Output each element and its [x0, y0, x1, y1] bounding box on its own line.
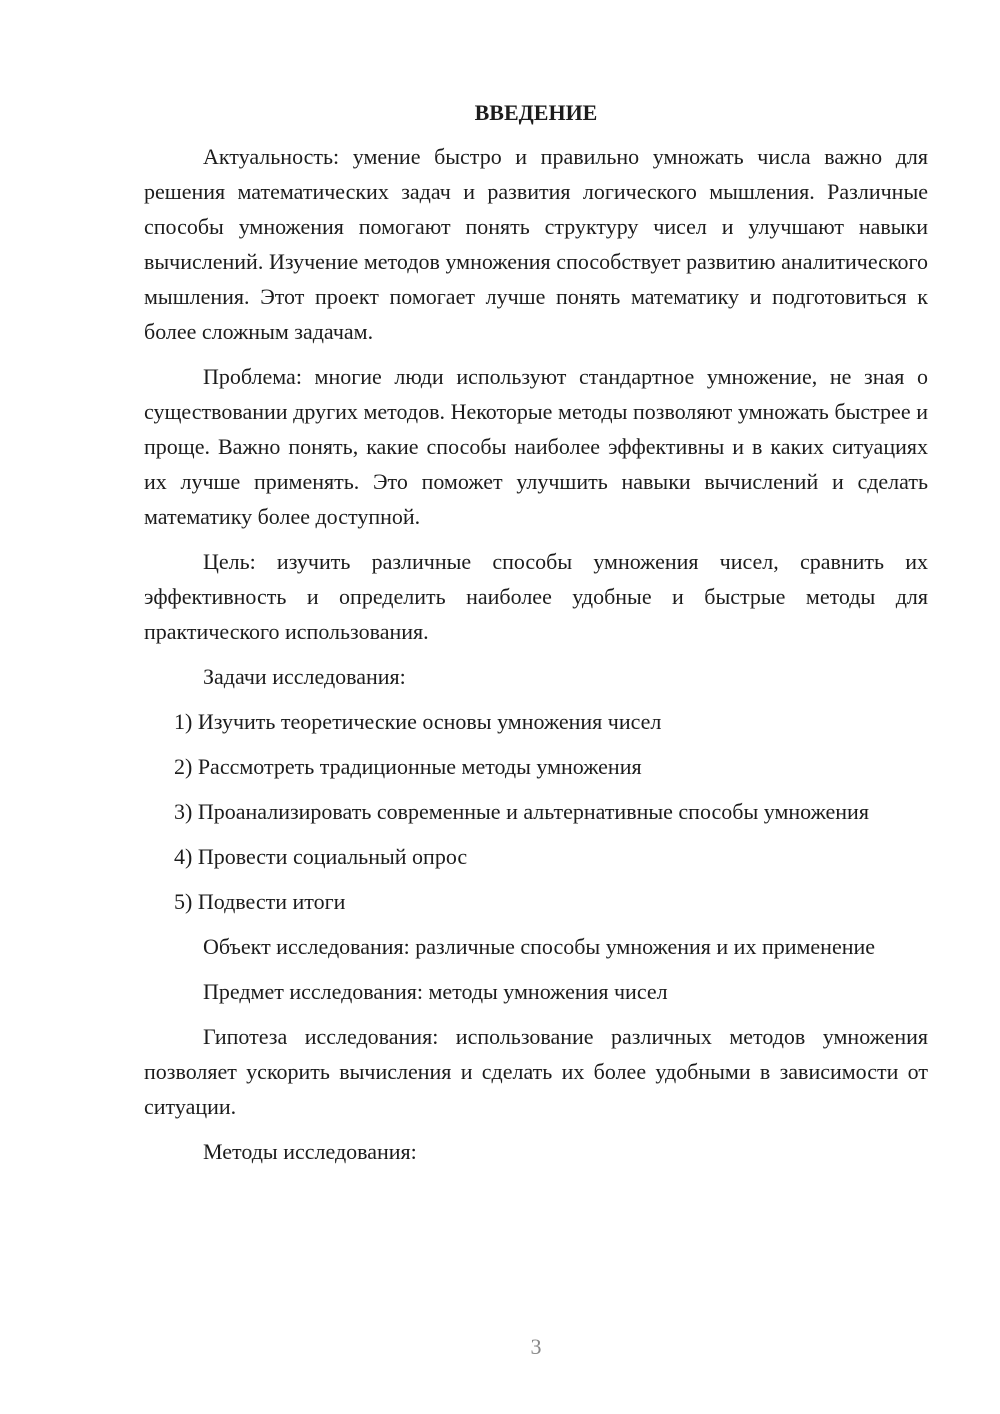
relevance-paragraph: Актуальность: умение быстро и правильно умножать числа важно для решения математических задач и развития логического мышления. Различные способы умножения помогают понять структуру чисел и улучшают навыки вычислений. Изучение методов умножения способствует развитию аналитического мышления. Этот проект помогает лучше понять математику и подготовиться к более сложным задачам. — [144, 144, 928, 344]
page-number: 3 — [530, 1334, 542, 1359]
goal-paragraph: Цель: изучить различные способы умножения чисел, сравнить их эффективность и определить наиболее удобные и быстрые методы для практического использования. — [144, 549, 928, 644]
task-item-4: 4) Провести социальный опрос — [174, 844, 468, 869]
page-content — [144, 95, 928, 1179]
tasks-heading: Задачи исследования: — [203, 664, 406, 689]
task-item-3: 3) Проанализировать современные и альтернативные способы умножения — [174, 799, 869, 824]
research-object-paragraph: Объект исследования: различные способы умножения и их применение — [203, 934, 876, 959]
section-title: ВВЕДЕНИЕ — [474, 100, 598, 125]
task-item-1: 1) Изучить теоретические основы умножения чисел — [174, 709, 662, 734]
methods-heading: Методы исследования: — [203, 1139, 417, 1164]
hypothesis-paragraph: Гипотеза исследования: использование различных методов умножения позволяет ускорить вычисления и сделать их более удобными в зависимости от ситуации. — [144, 1024, 928, 1119]
task-item-2: 2) Рассмотреть традиционные методы умножения — [174, 754, 642, 779]
problem-paragraph: Проблема: многие люди используют стандартное умножение, не зная о существовании других методов. Некоторые методы позволяют умножать быстрее и проще. Важно понять, какие способы наиболее эффективны и в каких ситуациях их лучше применять. Это поможет улучшить навыки вычислений и сделать математику более доступной. — [144, 364, 928, 529]
task-item-5: 5) Подвести итоги — [174, 889, 346, 914]
research-subject-paragraph: Предмет исследования: методы умножения чисел — [203, 979, 668, 1004]
